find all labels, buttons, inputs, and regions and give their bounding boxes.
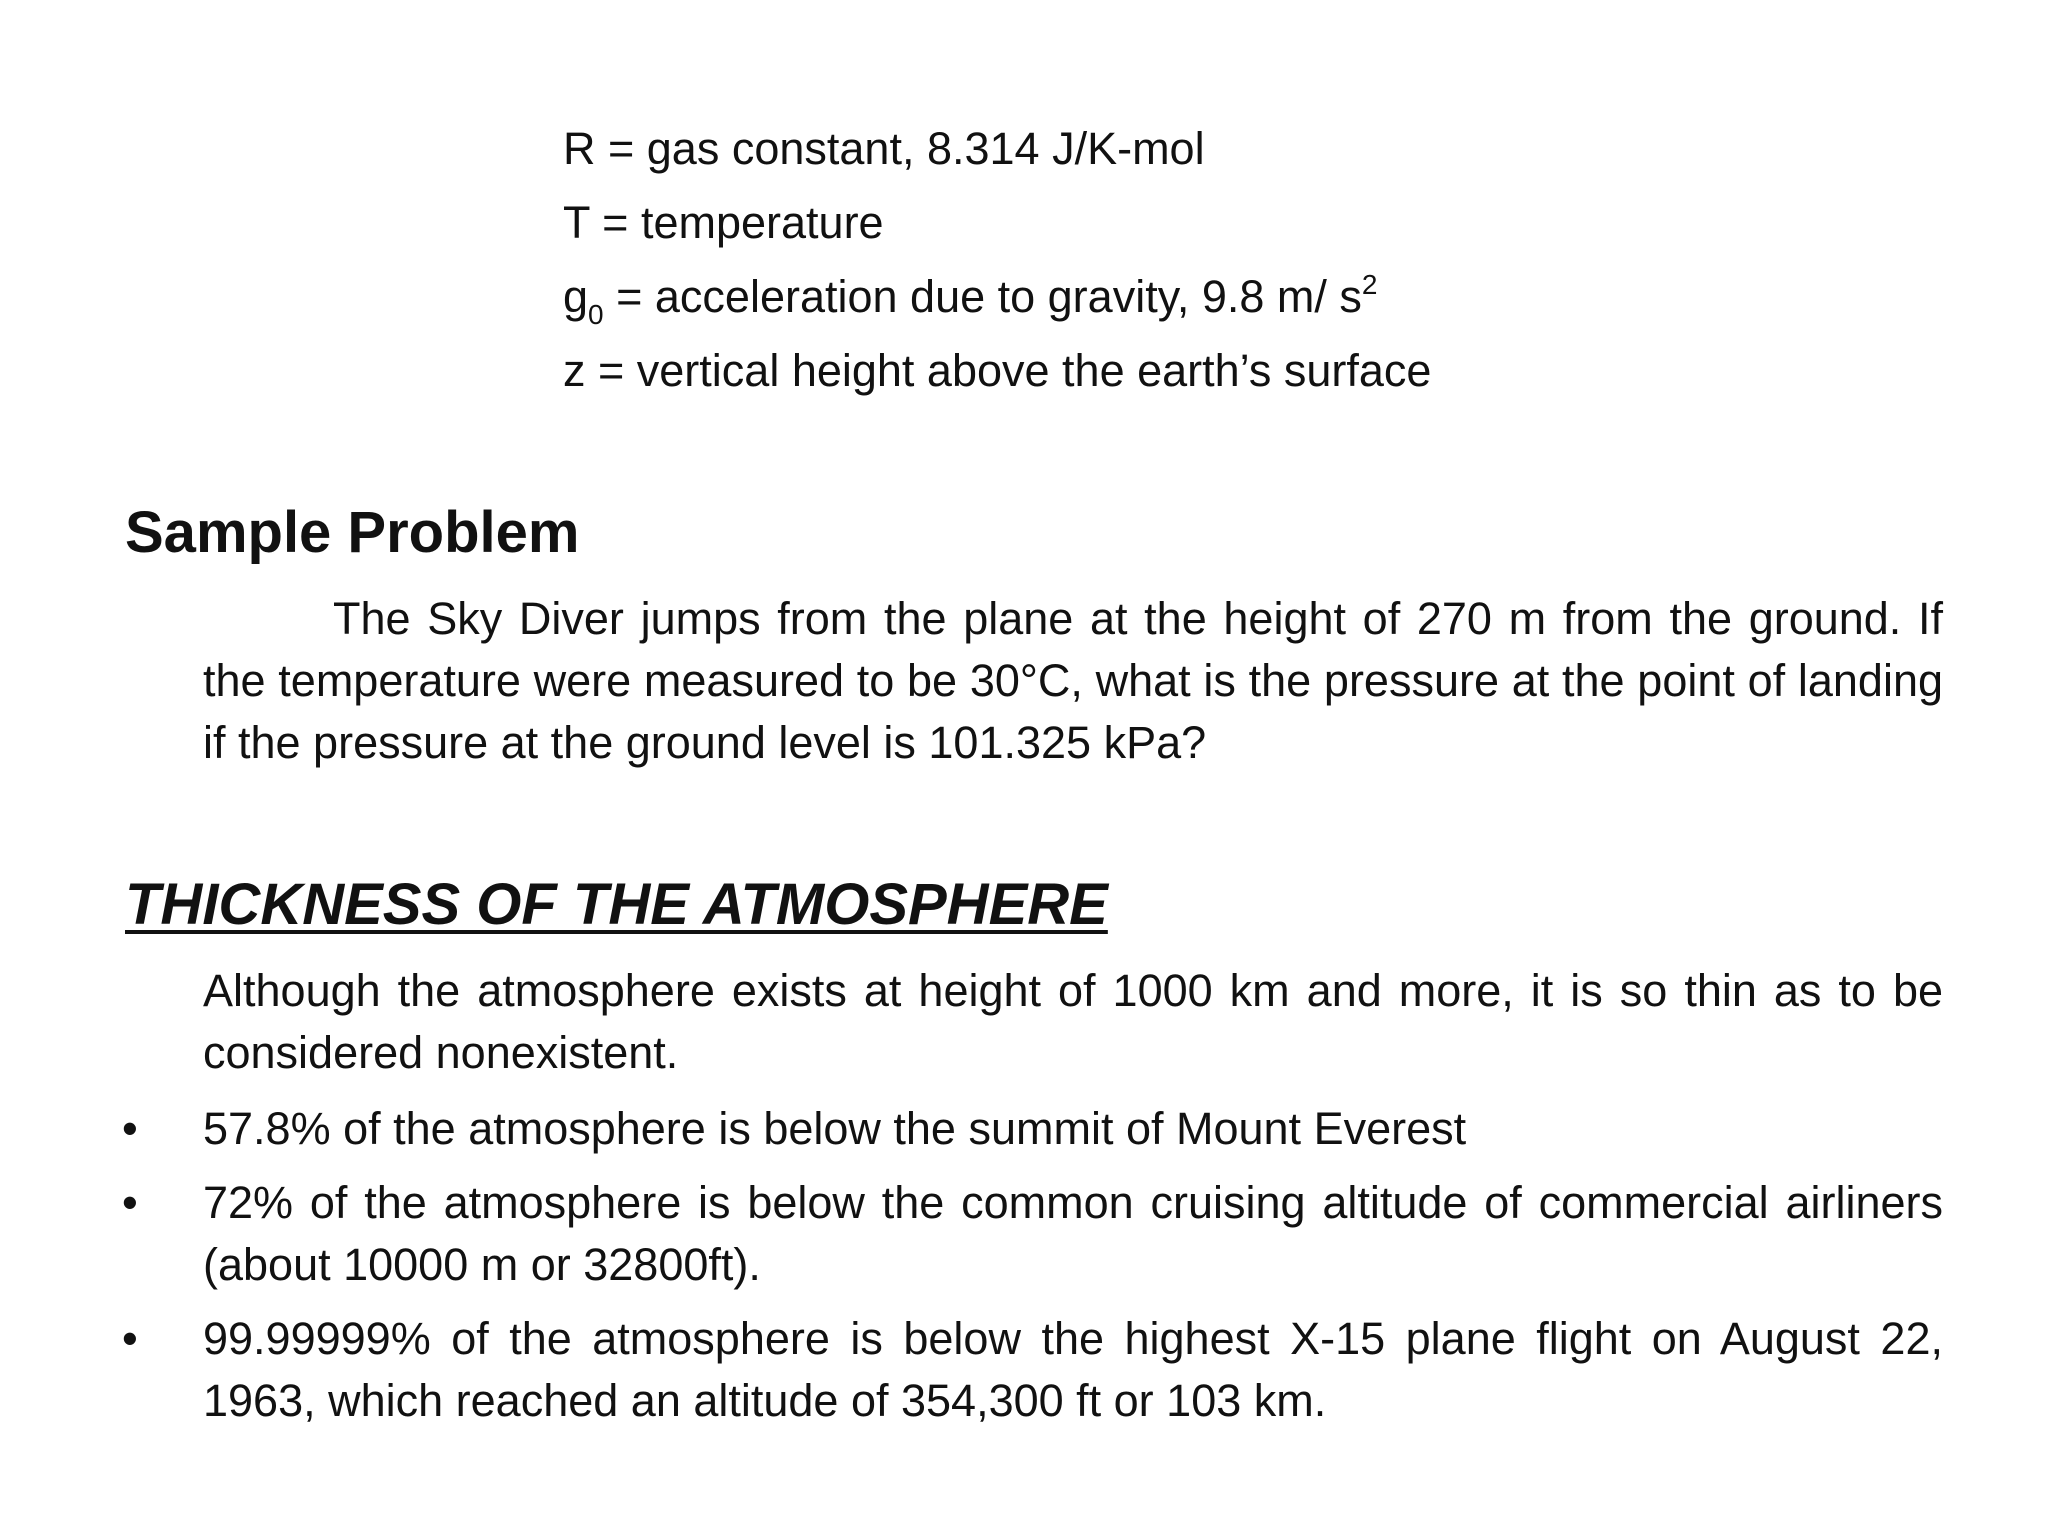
bullet-icon: • xyxy=(122,1103,138,1154)
bullet-icon: • xyxy=(122,1177,138,1228)
thickness-intro: Although the atmosphere exists at height of 1000 km and more, it is so thin as to be considered nonexistent. xyxy=(203,965,1943,1078)
thickness-bullet-list xyxy=(0,1098,2048,1444)
definition-text: R = gas constant, 8.314 J/K-mol xyxy=(563,123,1205,174)
gravity-symbol: g xyxy=(563,271,589,322)
bullet-text: 57.8% of the atmosphere is below the summit of Mount Everest xyxy=(203,1103,1467,1154)
list-item xyxy=(0,1098,2048,1160)
bullet-text: 72% of the atmosphere is below the common cruising altitude of commercial airliners (about 10000 m or 32800ft). xyxy=(203,1177,1943,1290)
variable-definitions xyxy=(563,112,1663,408)
definition-gas-constant xyxy=(563,112,1663,186)
definition-text: z = vertical height above the earth’s surface xyxy=(563,345,1432,396)
sample-problem-text: The Sky Diver jumps from the plane at the height of 270 m from the ground. If the temperature were measured to be 30°C, what is the pressure at the point of landing if the pressure at the ground level is 101.325 kPa? xyxy=(203,593,1943,768)
thickness-heading: THICKNESS OF THE ATMOSPHERE xyxy=(125,872,1108,937)
sample-problem-heading: Sample Problem xyxy=(125,500,580,565)
bullet-text: 99.99999% of the atmosphere is below the highest X-15 plane flight on August 22, 1963, which reached an altitude of 354,300 ft or 103 km. xyxy=(203,1313,1943,1426)
definition-text: T = temperature xyxy=(563,197,884,248)
list-item xyxy=(0,1308,2048,1432)
list-item xyxy=(0,1172,2048,1296)
definition-text: = acceleration due to gravity, 9.8 m/ s xyxy=(603,271,1362,322)
bullet-icon: • xyxy=(122,1313,138,1364)
gravity-subscript: 0 xyxy=(588,299,604,330)
definition-gravity xyxy=(563,260,1663,334)
definition-height xyxy=(563,334,1663,408)
definition-temperature xyxy=(563,186,1663,260)
exponent-superscript: 2 xyxy=(1361,269,1378,300)
